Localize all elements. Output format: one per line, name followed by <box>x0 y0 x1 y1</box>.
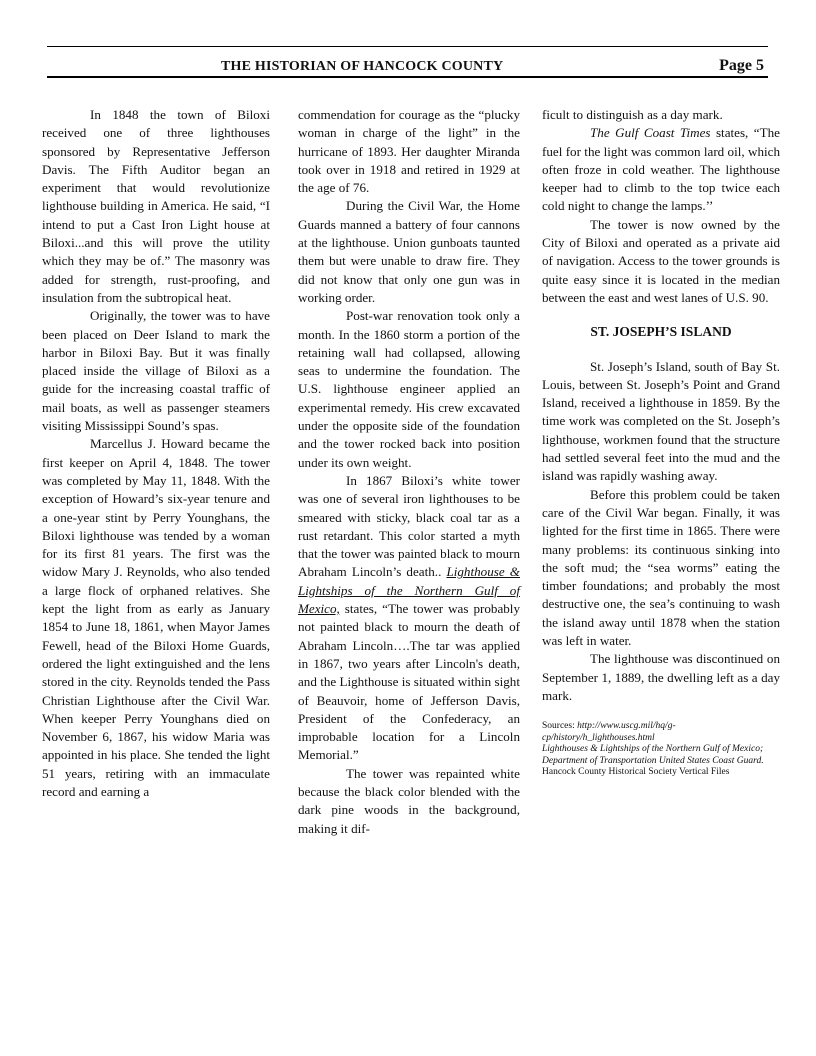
paragraph-text: states, “The tower was probably not painted black to mourn the death of Abraham Lincoln….The tar was applied in 1867, two years after Lincoln's death, and the Lighthouse is situated within sight of Beauvoir, home of Jefferson Davis, President of the Confederacy, an improbable location for a Lincoln Memorial.” <box>298 601 520 763</box>
column-1 <box>42 106 270 801</box>
paragraph <box>542 124 780 215</box>
paragraph: commendation for courage as the “plucky woman in charge of the light” in the hurricane of 1893. Her daughter Miranda took over in 1918 and retired in 1929 at the age of 76. <box>298 107 520 196</box>
newspaper-title: The Gulf Coast Times <box>590 125 711 141</box>
paragraph: The tower is now owned by the City of Biloxi and operated as a private aid of navigation. Access to the tower grounds is quite easy since it is located in the median between the east and west lanes of U.S. 90. <box>542 216 780 305</box>
header-top-rule <box>47 46 768 47</box>
paragraph-text: states, “The fuel for the light was common lard oil, which often froze in cold weather. The lighthouse keeper had to climb to the top twice each cold night to change the lamps.’’ <box>542 125 780 214</box>
paragraph: The tower was repainted white because the black color blended with the dark pine woods in the background, making it dif- <box>298 765 520 836</box>
header-bottom-rule <box>47 76 768 78</box>
paragraph: St. Joseph’s Island, south of Bay St. Louis, between St. Joseph’s Point and Grand Island, received a lighthouse in 1859. By the time work was completed on the St. Joseph’s lighthouse, workmen found that the structure had settled several feet into the mud and the island was rapidly washing away. <box>542 358 780 484</box>
paragraph: During the Civil War, the Home Guards manned a battery of four cannons at the lighthouse. Union gunboats taunted them but were unable to draw fire. They did not know that only one gun was in working order. <box>298 198 520 305</box>
sources <box>542 721 780 779</box>
source-url-line <box>542 721 780 744</box>
paragraph: Before this problem could be taken care of the Civil War began. Finally, it was lighted for the first time in 1865. There were many problems: its continuous sinking into the soft mud; the “sea worms” eating the timber foundations; and probably the most destructive one, the sea’s continuing to wash the island away until 1878 when the station was left in water. <box>542 486 780 649</box>
paragraph: ficult to distinguish as a day mark. <box>542 107 723 122</box>
paragraph: Marcellus J. Howard became the first keeper on April 4, 1848. The tower was completed by May 11, 1848. With the exception of Howard’s six-year tenure and a one-year stint by Perry Younghans, the Biloxi lighthouse was tended by a woman for its first 81 years. The first was the widow Mary J. Reynolds, who also tended a large flock of orphaned relatives. She kept the light from as early as January 1854 to June 18, 1861, when Mayor James Fewell, head of the Biloxi Home Guards, ordered the light extinguished and the lens stored in the city. Reynolds tended the Pass Christian Lighthouse after the Civil War. When keeper Perry Younghans died on November 6, 1867, his widow Maria was appointed in his place. She tended the light 51 years, retiring with an immaculate record and earning a <box>42 436 270 799</box>
paragraph: In 1848 the town of Biloxi received one of three lighthouses sponsored by Representative Jefferson Davis. The Fifth Auditor began an experiment that would revolutionize lighthouse building in America. He said, “I intend to put a Cast Iron Light house at Biloxi...and this will prove the utility which they may be of.” The masonry was added for strength, rust-proofing, and insulation from the subtropical heat. <box>42 107 270 305</box>
paragraph: The lighthouse was discontinued on September 1, 1889, the dwelling left as a day mark. <box>542 651 780 703</box>
paragraph: Post-war renovation took only a month. In the 1860 storm a portion of the retaining wall had collapsed, allowing seas to undermine the foundation. The U.S. lighthouse engineer applied an experimental remedy. His crew excavated under the opposite side of the foundation and the tower rocked back into position under its own weight. <box>298 308 520 470</box>
section-heading: ST. JOSEPH’S ISLAND <box>590 324 732 340</box>
source-files: Hancock County Historical Society Vertical Files <box>542 767 730 778</box>
newsletter-title: THE HISTORIAN OF HANCOCK COUNTY <box>221 59 504 74</box>
paragraph: Originally, the tower was to have been placed on Deer Island to mark the harbor in Biloxi Bay. But it was finally placed inside the village of Biloxi as a guide for the increasing coastal traffic of mail boats, as well as passenger steamers visiting Mississippi Sound’s spas. <box>42 308 270 434</box>
paragraph-text: In 1867 Biloxi’s white tower was one of several iron lighthouses to be smeared with sticky, black coal tar as a rust retardant. This color started a myth that the tower was painted black to mourn Abraham Lincoln’s death.. <box>298 472 520 580</box>
page-number: Page 5 <box>719 57 764 74</box>
source-url: http://www.uscg.mil/hq/g-cp/history/h_lighthouses.html <box>542 721 676 743</box>
column-3 <box>542 106 780 779</box>
paragraph <box>298 472 520 765</box>
sources-label: Sources: <box>542 721 578 732</box>
source-book: Lighthouses & Lightships of the Northern Gulf of Mexico; Department of Transportation United States Coast Guard. <box>542 744 764 766</box>
column-2 <box>298 106 520 838</box>
book-title: Lighthouse & Lightships of the Northern Gulf of Mexico, <box>298 564 520 617</box>
